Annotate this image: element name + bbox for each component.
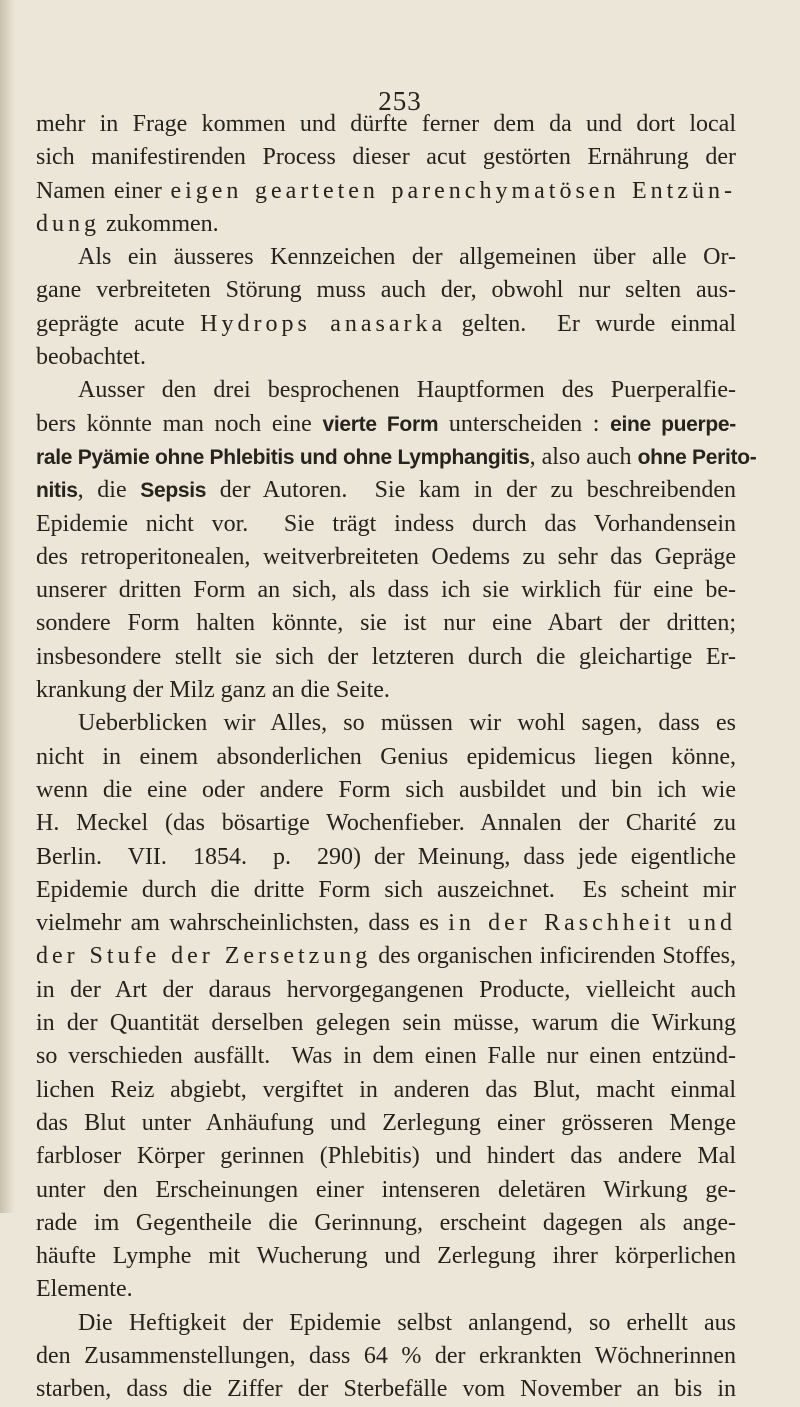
text-line	[36, 1240, 736, 1273]
spaced-emphasis: Hydrops anasarka	[200, 310, 447, 337]
text-line	[36, 1174, 736, 1207]
text-line	[36, 1040, 736, 1073]
page-edge-shadow	[0, 0, 16, 1213]
text-run: H. Meckel (das bösartige Wochenfieber. Annalen der Charité zu	[36, 810, 736, 837]
text-line	[36, 274, 736, 307]
text-run: unterscheiden :	[438, 410, 611, 437]
text-run: des retroperitonealen, weitverbreiteten Oedems zu sehr das Gepräge	[36, 543, 736, 570]
text-run: krankung der Milz ganz an die Seite.	[36, 677, 390, 704]
text-run: zukommen.	[100, 210, 219, 237]
text-run: nicht in einem absonderlichen Genius epidemicus liegen könne,	[36, 743, 736, 770]
text-line	[36, 175, 736, 208]
spaced-emphasis: der Stufe der Zersetzung	[36, 943, 372, 970]
text-line	[36, 974, 736, 1007]
bold-emphasis: Sepsis	[140, 479, 207, 503]
text-run: Ueberblicken wir Alles, so müssen wir wohl sagen, dass es	[78, 710, 736, 737]
text-run: lichen Reiz abgiebt, vergiftet in anderen das Blut, macht einmal	[36, 1076, 736, 1103]
text-run: bers könnte man noch eine	[36, 410, 323, 437]
text-run: unserer dritten Form an sich, als dass ich sie wirklich für eine be-	[36, 577, 736, 604]
text-run: Die Heftigkeit der Epidemie selbst anlangend, so erhellt aus	[78, 1309, 736, 1336]
text-line	[36, 641, 736, 674]
text-run: Elemente.	[36, 1276, 133, 1303]
text-line	[36, 1140, 736, 1173]
text-line	[36, 1074, 736, 1107]
text-line	[36, 1107, 736, 1140]
text-line	[36, 807, 736, 840]
text-run: , die	[77, 477, 141, 504]
text-run: Namen einer	[36, 177, 171, 204]
text-line	[36, 774, 736, 807]
text-run: Als ein äusseres Kennzeichen der allgemeinen über alle Or-	[78, 244, 736, 271]
bold-emphasis: rale Pyämie ohne Phlebitis und ohne Lymphangitis	[36, 445, 530, 469]
text-run: in der Art der daraus hervorgegangenen Producte, vielleicht auch	[36, 976, 736, 1003]
text-line	[36, 1207, 736, 1240]
text-run: vielmehr am wahrscheinlichsten, dass es	[36, 910, 449, 937]
text-line	[36, 408, 736, 441]
text-line	[36, 574, 736, 607]
text-run: so verschieden ausfällt. Was in dem einen Falle nur einen entzünd-	[36, 1043, 736, 1070]
text-line	[36, 208, 736, 241]
text-line	[36, 841, 736, 874]
text-line	[36, 541, 736, 574]
text-line	[36, 707, 736, 740]
text-line	[36, 474, 736, 507]
bold-emphasis: ohne Perito-	[637, 445, 757, 469]
text-line	[36, 674, 736, 707]
text-run: , also auch	[529, 443, 638, 470]
text-run: der Autoren. Sie kam in der zu beschreibenden	[206, 477, 736, 504]
text-line	[36, 1340, 736, 1373]
text-line	[36, 907, 736, 940]
text-run: gelten. Er wurde einmal	[446, 310, 737, 337]
text-line	[36, 940, 736, 973]
text-line	[36, 308, 736, 341]
spaced-emphasis: eigen gearteten parenchymatösen Entzün-	[170, 177, 736, 204]
text-run: Epidemie durch die dritte Form sich auszeichnet. Es scheint mir	[36, 876, 736, 903]
text-run: des organischen inficirenden Stoffes,	[371, 943, 736, 970]
text-run: farbloser Körper gerinnen (Phlebitis) und hindert das andere Mal	[36, 1143, 736, 1170]
text-run: wenn die eine oder andere Form sich ausbildet und bin ich wie	[36, 776, 736, 803]
text-run: Berlin. VII. 1854. p. 290) der Meinung, dass jede eigentliche	[36, 843, 736, 870]
text-line	[36, 108, 736, 141]
text-run: Ausser den drei besprochenen Hauptformen des Puerperalfie-	[78, 377, 736, 404]
text-line	[36, 508, 736, 541]
text-run: geprägte acute	[36, 310, 201, 337]
bold-emphasis: eine puerpe-	[610, 412, 737, 436]
text-run: unter den Erscheinungen einer intenseren deletären Wirkung ge-	[36, 1176, 736, 1203]
body-text	[36, 108, 757, 1407]
text-line	[36, 1007, 736, 1040]
text-line	[36, 1307, 736, 1340]
text-run: in der Quantität derselben gelegen sein müsse, warum die Wirkung	[36, 1010, 736, 1037]
text-line	[36, 874, 736, 907]
text-run: mehr in Frage kommen und dürfte ferner dem da und dort local	[36, 111, 736, 137]
text-run: das Blut unter Anhäufung und Zerlegung einer grösseren Menge	[36, 1109, 736, 1136]
text-line	[36, 607, 736, 640]
text-line	[36, 341, 736, 374]
text-line	[36, 1373, 736, 1406]
text-line	[36, 141, 736, 174]
text-run: sondere Form halten könnte, sie ist nur eine Abart der dritten;	[36, 610, 736, 637]
page-number: 253	[378, 86, 422, 116]
text-line	[36, 441, 757, 474]
text-run: beobachtet.	[36, 344, 146, 371]
bold-emphasis: nitis	[36, 479, 78, 503]
bold-emphasis: vierte Form	[322, 412, 439, 436]
text-line	[36, 1273, 736, 1306]
text-run: starben, dass die Ziffer der Sterbefälle vom November an bis in	[36, 1376, 736, 1403]
text-run: gane verbreiteten Störung muss auch der, obwohl nur selten aus-	[36, 277, 736, 304]
text-run: sich manifestirenden Process dieser acut gestörten Ernährung der	[36, 144, 736, 171]
text-run: Epidemie nicht vor. Sie trägt indess durch das Vorhandensein	[36, 510, 736, 537]
text-line	[36, 741, 736, 774]
spaced-emphasis: in der Raschheit und	[448, 910, 736, 937]
text-line	[36, 374, 736, 407]
text-run: den Zusammenstellungen, dass 64 % der erkrankten Wöchnerinnen	[36, 1342, 736, 1369]
text-run: insbesondere stellt sie sich der letzteren durch die gleichartige Er-	[36, 643, 736, 670]
text-run: rade im Gegentheile die Gerinnung, erscheint dagegen als ange-	[36, 1209, 736, 1236]
text-run: häufte Lymphe mit Wucherung und Zerlegung ihrer körperlichen	[36, 1243, 736, 1270]
spaced-emphasis: dung	[36, 210, 100, 237]
text-line	[36, 241, 736, 274]
book-page	[36, 0, 764, 1403]
